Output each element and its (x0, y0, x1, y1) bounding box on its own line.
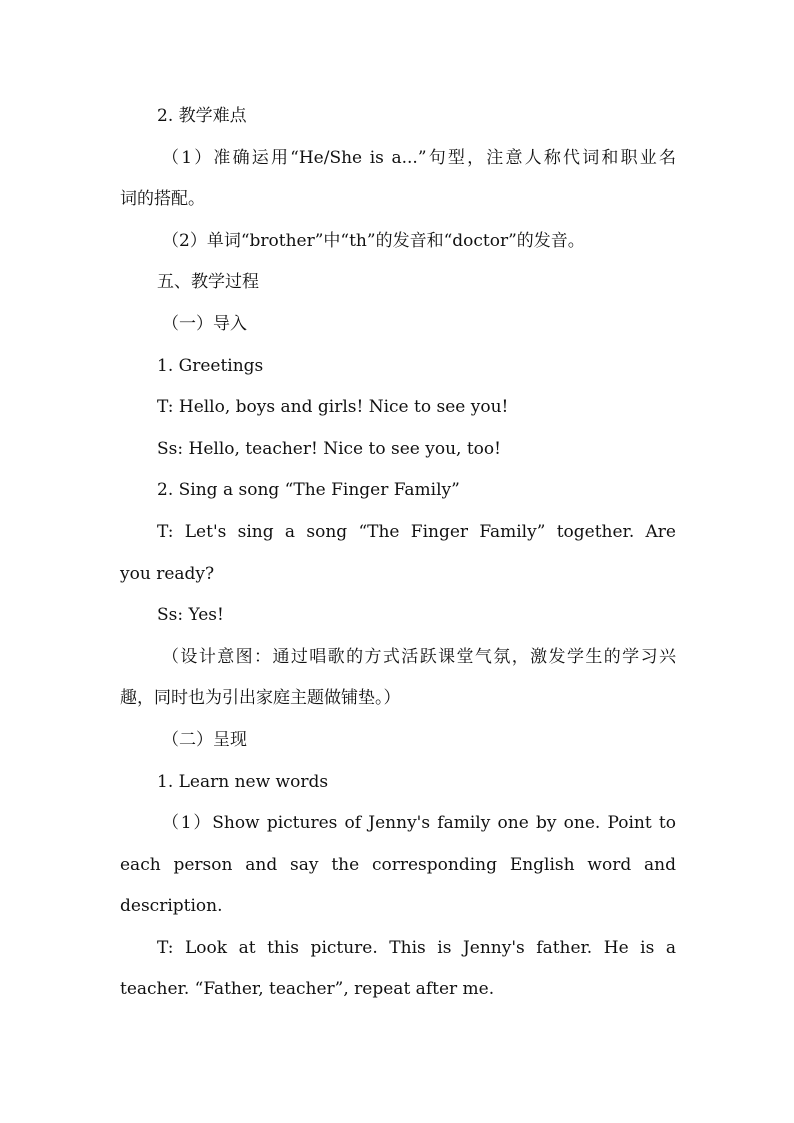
subsection-heading-lead-in: （一）导入 (162, 313, 247, 334)
design-intent-note: 趣，同时也为引出家庭主题做铺垫。） (120, 688, 401, 709)
dialogue-line: Ss: Yes! (157, 605, 224, 626)
step-heading-learn-new-words: 1. Learn new words (157, 771, 329, 792)
dialogue-line: teacher. “Father, teacher”, repeat after me. (120, 979, 495, 1000)
document-page (120, 96, 676, 1011)
paragraph-line: （2）单词“brother”中“th”的发音和“doctor”的发音。 (162, 230, 585, 251)
dialogue-line: T: Hello, boys and girls! Nice to see you! (157, 397, 509, 418)
paragraph-line: each person and say the corresponding English word and (120, 854, 676, 875)
dialogue-line: Ss: Hello, teacher! Nice to see you, too! (157, 438, 501, 459)
dialogue-line: T: Let's sing a song “The Finger Family” together. Are (157, 521, 676, 542)
section-heading-teaching-difficulties: 2. 教学难点 (157, 106, 247, 126)
paragraph-line: 词的搭配。 (120, 189, 205, 210)
paragraph-line: （1）准确运用“He/She is a...”句型，注意人称代词和职业名 (162, 147, 676, 168)
dialogue-line: you ready? (120, 563, 215, 584)
design-intent-note: （设计意图：通过唱歌的方式活跃课堂气氛，激发学生的学习兴 (162, 646, 676, 667)
subsection-heading-presentation: （二）呈现 (162, 729, 247, 750)
step-heading-greetings: 1. Greetings (157, 355, 264, 376)
section-heading-teaching-process: 五、教学过程 (157, 272, 259, 293)
paragraph-line: （1）Show pictures of Jenny's family one by one. Point to (162, 813, 676, 834)
step-heading-sing-a-song: 2. Sing a song “The Finger Family” (157, 480, 460, 501)
dialogue-line: T: Look at this picture. This is Jenny's father. He is a (157, 937, 676, 958)
paragraph-line: description. (120, 896, 223, 917)
